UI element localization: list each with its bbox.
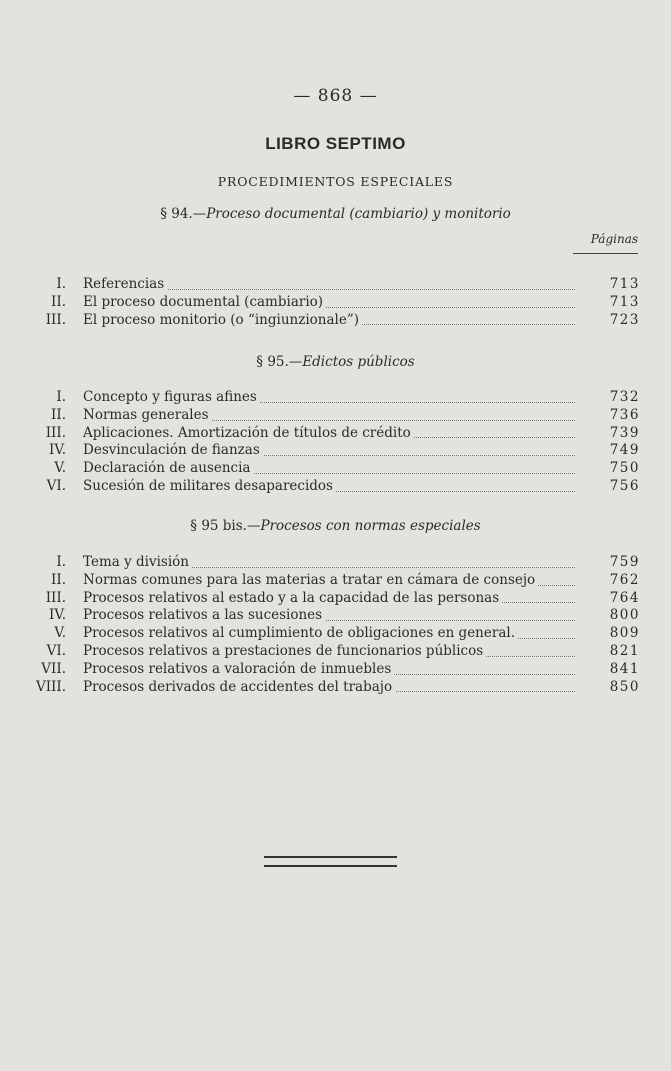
section-heading-95 [0,354,671,370]
section-94-entries [0,276,671,329]
toc-entry [0,661,671,679]
entry-title: Normas generales [83,407,212,423]
entry-number: II. [51,406,66,423]
entry-page: 759 [609,554,640,570]
entry-page: 800 [609,607,640,624]
toc-entry [0,679,671,697]
entry-number: I. [56,276,66,292]
entry-title: Procesos relativos al estado y a la capacidad de las personas [83,590,502,606]
entry-page: 750 [609,460,640,477]
book-subtitle: PROCEDIMIENTOS ESPECIALES [217,174,454,189]
toc-entry [0,460,671,478]
entry-page: 739 [609,424,640,441]
toc-entry [0,312,671,330]
entry-title: Tema y división [83,554,192,570]
entry-page: 821 [609,642,640,659]
entry-title-leader [83,294,575,312]
entry-title-leader [83,679,575,697]
toc-entry [0,590,671,608]
entry-number: II. [51,571,66,588]
entry-title: Aplicaciones. Amortización de títulos de crédito [83,425,414,441]
entry-number: III. [45,589,66,606]
entry-title: Desvinculación de fianzas [83,442,263,458]
section-title: Procesos con normas especiales [260,518,481,534]
rule-line [264,865,397,867]
toc-entry [0,294,671,312]
end-of-section-rules [264,856,397,874]
toc-entry [0,389,671,407]
entry-title: Procesos relativos a las sucesiones [83,607,325,623]
toc-entry [0,478,671,496]
entry-title: Concepto y figuras afines [83,389,260,405]
entry-title-leader [83,478,575,496]
entry-page: 736 [609,406,640,423]
entry-page: 850 [609,678,640,695]
entry-number: I. [56,389,66,405]
entry-title-leader [83,607,575,625]
entry-page: 764 [609,589,640,606]
toc-entry [0,276,671,294]
section-heading-94 [0,206,671,222]
section-title: Proceso documental (cambiario) y monitorio [206,206,511,222]
toc-entry [0,607,671,625]
entry-title-leader [83,554,575,572]
entry-page: 841 [609,660,640,677]
entry-title-leader [83,625,575,643]
section-mark: § 95 bis.— [190,518,261,534]
entry-page: 723 [609,311,640,328]
entry-page: 809 [609,625,640,642]
section-title: Edictos públicos [302,354,415,370]
entry-number: V. [54,625,66,642]
entry-title-leader [83,425,575,443]
toc-entry [0,407,671,425]
entry-number: III. [45,311,66,328]
entry-page: 762 [609,571,640,588]
toc-entry [0,625,671,643]
toc-entry [0,554,671,572]
section-mark: § 95.— [256,354,303,370]
rule-line [264,856,397,858]
entry-title-leader [83,276,575,294]
entry-title: Procesos relativos a valoración de inmuebles [83,661,394,677]
entry-number: VII. [41,660,66,677]
book-title: LIBRO SEPTIMO [265,134,406,153]
entry-number: IV. [48,442,66,459]
entry-title: Procesos relativos a prestaciones de funcionarios públicos [83,643,486,659]
section-mark: § 94.— [160,206,207,222]
pages-column-rule [573,253,638,254]
entry-number: V. [54,460,66,477]
entry-title-leader [83,572,575,590]
entry-title: El proceso monitorio (o “ingiunzionale”) [83,312,362,328]
entry-title: Normas comunes para las materias a tratar en cámara de consejo [83,572,538,588]
entry-page: 749 [609,442,640,459]
section-95-entries [0,389,671,496]
entry-page: 756 [609,477,640,494]
toc-entry [0,425,671,443]
entry-title-leader [83,460,575,478]
entry-title-leader [83,407,575,425]
entry-title: Referencias [83,276,167,292]
entry-page: 713 [609,276,640,292]
section-heading-95-bis [0,518,671,534]
entry-number: VI. [46,642,66,659]
entry-title-leader [83,389,575,407]
toc-entry [0,572,671,590]
entry-title-leader [83,442,575,460]
entry-number: II. [51,293,66,310]
entry-title: Procesos relativos al cumplimiento de obligaciones en general. [83,625,518,641]
entry-title: El proceso documental (cambiario) [83,294,326,310]
toc-entry [0,643,671,661]
entry-title-leader [83,312,575,330]
entry-title-leader [83,661,575,679]
entry-title-leader [83,643,575,661]
entry-page: 732 [609,389,640,405]
toc-entry [0,442,671,460]
section-95-bis-entries [0,554,671,696]
pages-column-label: Páginas [590,232,638,246]
entry-title-leader [83,590,575,608]
entry-title: Procesos derivados de accidentes del trabajo [83,679,395,695]
page-number-header: — 868 — [293,86,378,106]
entry-title: Declaración de ausencia [83,460,253,476]
entry-number: IV. [48,607,66,624]
entry-title: Sucesión de militares desaparecidos [83,478,336,494]
entry-number: VI. [46,477,66,494]
entry-page: 713 [609,293,640,310]
entry-number: I. [56,554,66,570]
entry-number: VIII. [35,678,66,695]
entry-number: III. [45,424,66,441]
